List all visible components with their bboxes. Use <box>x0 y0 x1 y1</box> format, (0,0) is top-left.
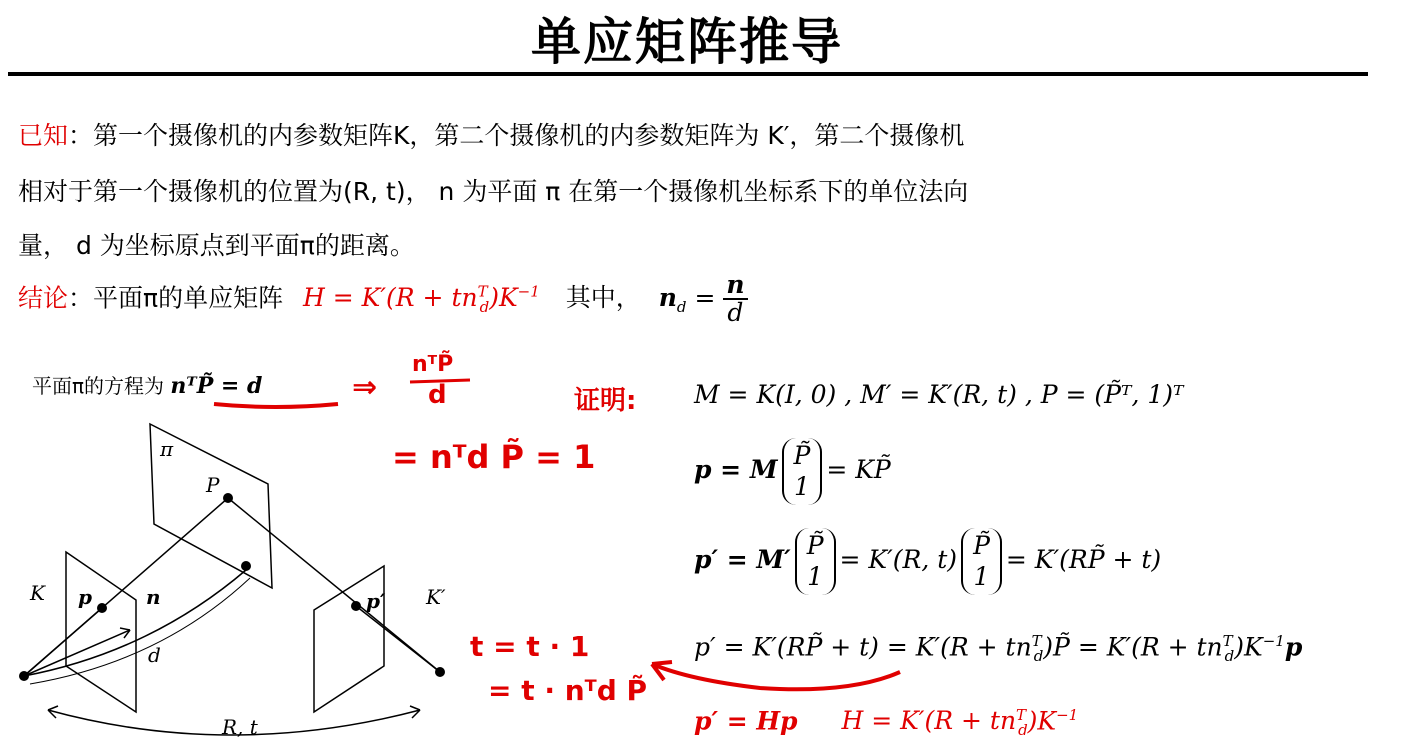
foot-point <box>241 561 251 571</box>
proof-line-2: p = M P̃ 1 = KP̃ <box>694 438 891 505</box>
label-K-prime: K′ <box>426 585 446 609</box>
point-P <box>223 493 233 503</box>
label-p: p <box>78 585 92 609</box>
label-K: K <box>30 581 45 605</box>
label-n: n <box>146 585 161 609</box>
label-P: P <box>206 473 220 497</box>
hand-t-line-1: t = t · 1 <box>470 630 590 663</box>
page-title: 单应矩阵推导 <box>531 13 843 71</box>
label-p-prime: p′ <box>366 589 386 613</box>
nd-equals: = <box>686 283 724 313</box>
label-d: d <box>148 643 161 667</box>
label-pi: π <box>160 437 174 461</box>
conclusion-mid: 其中， <box>565 283 641 313</box>
point-p-prime <box>351 601 361 611</box>
conclusion-prefix: ：平面π的单应矩阵 <box>68 283 284 313</box>
hand-equation-1: = nᵀd P̃ = 1 <box>392 438 596 476</box>
point-p <box>97 603 107 613</box>
plane-equation-formula: nᵀP̃ = d <box>170 373 263 399</box>
hand-fraction-top: nᵀP̃ <box>412 352 454 377</box>
known-line-2: 相对于第一个摄像机的位置为(R, t)， n 为平面 π 在第一个摄像机坐标系下的单位法向 <box>18 177 969 206</box>
ray-left-to-p <box>24 608 102 676</box>
camera-center-left <box>19 671 29 681</box>
hand-arrow: ⇒ <box>352 370 378 405</box>
image-plane-right <box>314 566 384 712</box>
known-text-1: ：第一个摄像机的内参数矩阵K，第二个摄像机的内参数矩阵为 K′，第二个摄像机 <box>68 121 965 150</box>
hand-underline <box>214 404 338 407</box>
proof-line-3: p′ = M′ P̃ 1 = K′(R, t) P̃ 1 = K′(RP̃ + t) <box>694 528 1161 595</box>
proof-line-4: p′ = K′(RP̃ + $t) = K'(R + tn^T_d)P̃ = K'(R + tn^T_d)K^{-1}p$ <box>694 632 1303 666</box>
homography-formula: $H = K'(R + tn^T_d)K^{-1}$ <box>303 282 540 317</box>
proof-line-1: M = K(I, 0) , M′ = K′(R, t) , P = (P̃ᵀ, 1)ᵀ <box>694 380 1184 409</box>
camera-center-right <box>435 667 445 677</box>
hand-fraction-bar <box>410 380 470 382</box>
distance-d <box>24 570 246 676</box>
hand-fraction-bottom: d <box>428 380 447 410</box>
proof-label: 证明: <box>574 386 637 416</box>
plane-equation-label: 平面π的方程为 <box>32 374 165 398</box>
nd-fraction: $\frac{n}{d}$ <box>723 272 747 327</box>
conclusion-label: 结论 <box>18 283 69 313</box>
ray-P-to-right <box>228 498 440 672</box>
label-Rt: R, t <box>222 715 258 739</box>
normal-n <box>24 630 130 676</box>
ray-right-to-p-prime <box>356 606 440 672</box>
known-label: 已知 <box>18 121 69 150</box>
hand-t-line-2: = t · nᵀd P̃ <box>488 674 648 707</box>
proof-line-5: p′ = Hp $H = K'(R + tn^T_d)K^{-1}$ <box>694 706 1079 740</box>
hand-arrow-curve <box>652 664 900 689</box>
known-line-3: 量， d 为坐标原点到平面π的距离。 <box>18 231 415 260</box>
nd-symbol: $n_d$ <box>658 283 687 317</box>
